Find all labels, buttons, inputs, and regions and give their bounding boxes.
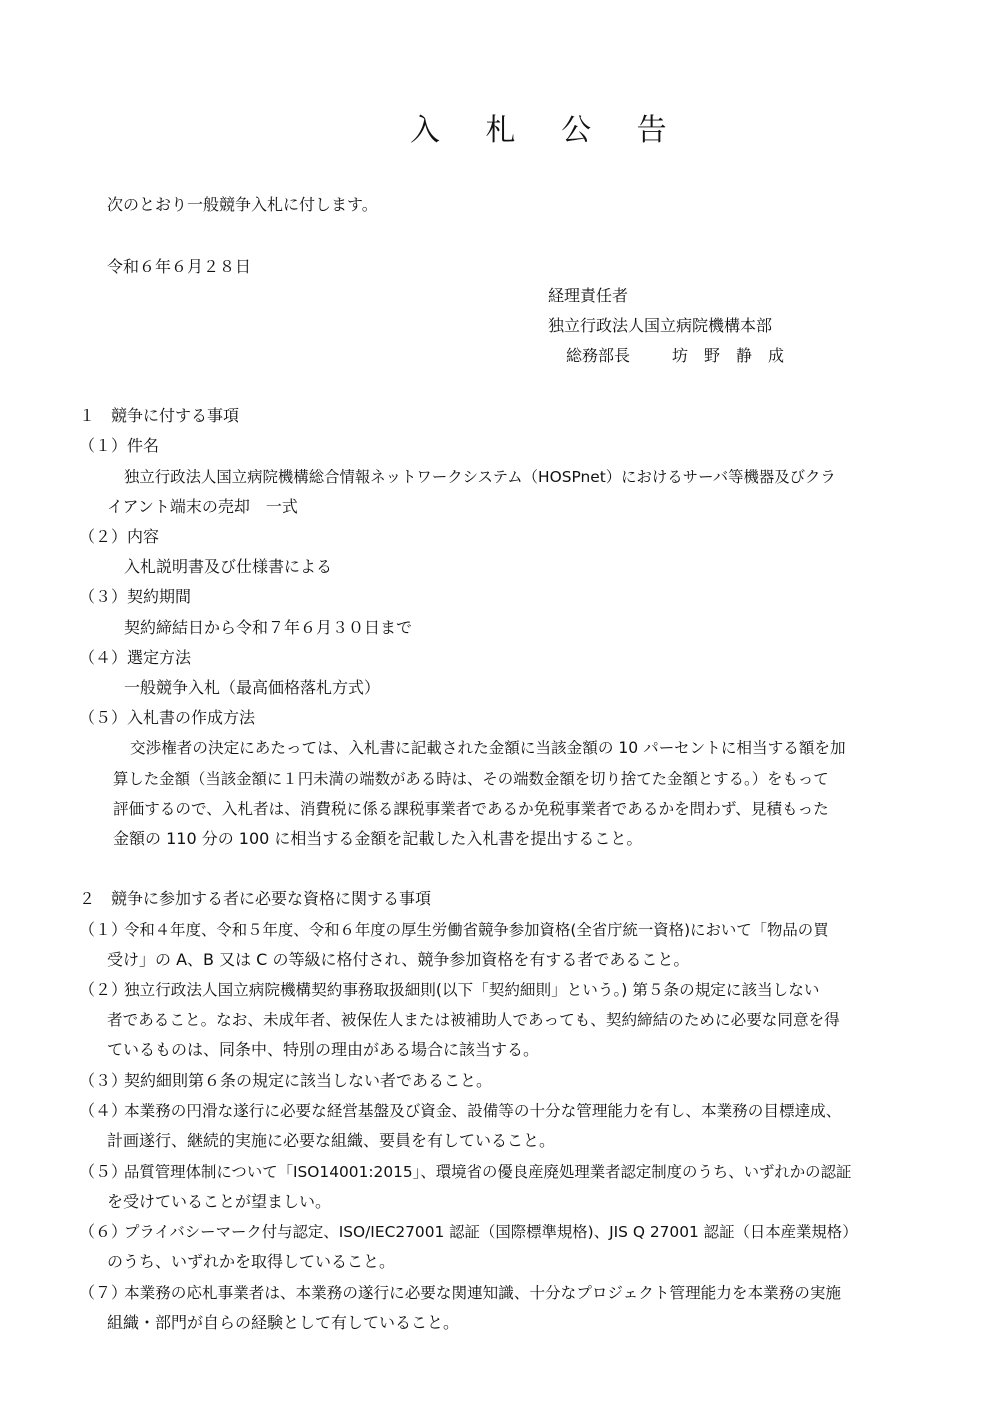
section2-item-text: 本業務の応札事業者は、本業務の遂行に必要な関連知識、十分なプロジェクト管理能力を本業務の実施 [124,1284,842,1302]
section2-item-label: （７） [79,1283,128,1302]
section2-item-text: 品質管理体制について「ISO14001:2015」、環境省の優良産廃処理業者認定制度のうち、いずれかの認証 [124,1163,852,1181]
issuer-name: 坊 野 静 成 [672,346,785,365]
section2-item-text: 者であること。なお、未成年者、被保佐人または被補助人であっても、契約締結のために必要な同意を得 [107,1011,840,1029]
section1-item-text: イアント端末の売却 一式 [107,497,298,516]
section2-item-text: 本業務の円滑な遂行に必要な経営基盤及び資金、設備等の十分な管理能力を有し、本業務の目標達成、 [124,1102,842,1120]
section2-item-label: （１） [79,920,128,939]
section1-item-text: 評価するので、入札者は、消費税に係る課税事業者であるか免税事業者であるかを問わず、見積もった [113,800,829,818]
section1-item-text: 契約締結日から令和７年６月３０日まで [124,618,413,637]
issuer-department-title: 総務部長 [566,346,631,365]
section1-item-label: （５）入札書の作成方法 [79,708,256,727]
section1-item-label: （１）件名 [79,436,160,455]
section2-item-text: 独立行政法人国立病院機構契約事務取扱細則(以下「契約細則」という。) 第５条の規定に該当しない [124,981,820,999]
section1-item-text: 算した金額（当該金額に１円未満の端数がある時は、その端数金額を切り捨てた金額とする。）をもって [113,770,829,788]
section1-item-label: （４）選定方法 [79,648,192,667]
section2-item-label: （５） [79,1162,128,1181]
section1-item-text: 一般競争入札（最高価格落札方式） [124,678,381,697]
section2-heading: ２ 競争に参加する者に必要な資格に関する事項 [79,889,432,908]
section2-item-text: 組織・部門が自らの経験として有していること。 [107,1313,460,1332]
section2-item-text: を受けていることが望ましい。 [107,1192,332,1211]
section2-item-text: のうち、いずれかを取得していること。 [107,1252,396,1271]
section2-item-label: （６） [79,1222,128,1241]
issuer-role: 経理責任者 [548,286,629,305]
section1-item-text: 入札説明書及び仕様書による [124,557,333,576]
section2-item-text: プライバシーマーク付与認定、ISO/IEC27001 認証（国際標準規格)、JIS Q 27001 認証（日本産業規格） [124,1223,858,1241]
section2-item-text: 令和４年度、令和５年度、令和６年度の厚生労働省競争参加資格(全省庁統一資格)において「物品の買 [124,921,829,939]
section1-item-text: 交渉権者の決定にあたっては、入札書に記載された金額に当該金額の 10 パーセントに相当する額を加 [130,739,846,757]
section1-heading: １ 競争に付する事項 [79,406,240,425]
notice-date: 令和６年６月２８日 [107,257,252,276]
issuer-organization: 独立行政法人国立病院機構本部 [548,316,773,335]
page-title: 入 札 公 告 [410,113,685,148]
intro-text: 次のとおり一般競争入札に付します。 [107,195,378,214]
section2-item-label: （４） [79,1101,128,1120]
section2-item-text: 計画遂行、継続的実施に必要な組織、要員を有していること。 [107,1131,556,1150]
section1-item-text: 金額の 110 分の 100 に相当する金額を記載した入札書を提出すること。 [113,829,643,848]
section1-item-label: （２）内容 [79,527,160,546]
section2-item-label: （２） [79,980,128,999]
section1-item-label: （３）契約期間 [79,587,192,606]
section2-item-label: （３） [79,1071,128,1090]
section1-item-text: 独立行政法人国立病院機構総合情報ネットワークシステム（HOSPnet）におけるサーバ等機器及びクラ [124,468,836,486]
section2-item-text: 契約細則第６条の規定に該当しない者であること。 [124,1071,493,1090]
section2-item-text: ているものは、同条中、特別の理由がある場合に該当する。 [107,1040,540,1059]
section2-item-text: 受け」の A、B 又は C の等級に格付され、競争参加資格を有する者であること。 [107,950,690,969]
